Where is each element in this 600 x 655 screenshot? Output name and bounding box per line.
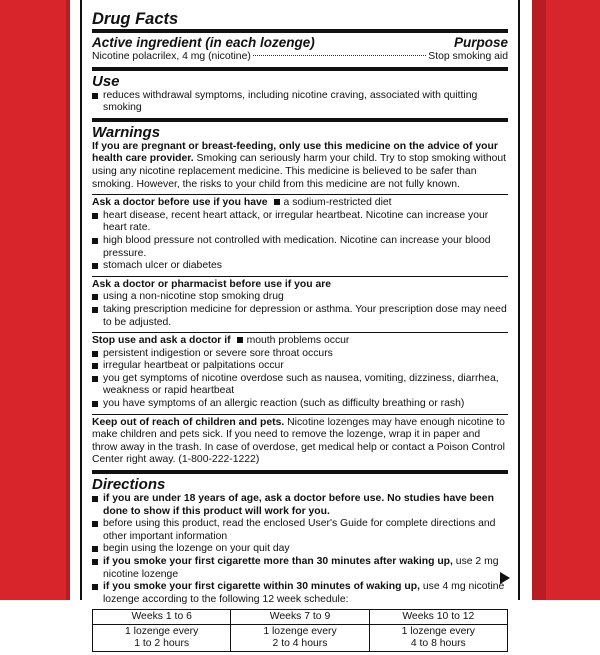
list-item-text: heart disease, recent heart attack, or irregular heartbeat. Nicotine can increase your heart rate. [103,209,489,234]
list-item-text: using a non-nicotine stop smoking drug [103,291,284,303]
bullet-icon [92,559,98,565]
list-item [92,360,508,373]
table-cell [231,625,369,652]
list-item-text: persistent indigestion or severe sore throat occurs [103,347,333,359]
use-heading: Use [92,72,120,90]
list-item [92,493,508,518]
list-item [92,518,508,543]
ingredient-row [92,51,508,64]
table-row [93,625,508,652]
carton-red-right [532,0,600,600]
continue-arrow-icon [500,572,510,584]
pregnancy-warning-text: Smoking can seriously harm your child. Try to stop smoking without using any nicotine replacement medicine. This medicine is believed to be safer than smoking. However, the risks to your child from this medicine are not fully known. [92,153,507,190]
bullet-icon [92,363,98,369]
bullet-icon [92,401,98,407]
dot-leader [253,55,426,56]
carton-red-left [0,0,70,600]
ask-doctor-section [92,194,508,276]
list-item [92,398,508,411]
active-ingredient-section [92,29,508,67]
directions-heading: Directions [92,476,166,494]
keep-out-bold: Keep out of reach of children and pets. [92,416,285,428]
list-item [92,260,508,273]
table-cell [93,625,231,652]
list-item-text [103,556,508,581]
warnings-section [92,118,508,194]
list-item [92,543,508,556]
bullet-icon [274,199,280,205]
list-item-text: begin using the lozenge on your quit day [103,543,290,555]
bullet-icon [92,496,98,502]
cell-line: 4 to 8 hours [410,638,466,650]
bullet-icon [92,584,98,590]
directions-section [92,470,508,655]
ask-doctor-inline-item: a sodium-restricted diet [283,197,392,209]
pregnancy-warning-bold: If you are pregnant or breast-feeding, only use this medicine on the advice of your health care provider. [92,140,498,165]
stop-use-heading: Stop use and ask a doctor if [92,335,231,347]
list-item [92,291,508,304]
table-header-cell: Weeks 7 to 9 [231,610,369,625]
list-item-text: you have symptoms of an allergic reaction (such as difficulty breathing or rash) [103,398,465,410]
list-item [92,348,508,361]
bullet-icon [92,546,98,552]
keep-out-section [92,414,508,470]
more30-text: use 2 mg nicotine lozenge [103,556,499,580]
ask-doctor-heading: Ask a doctor before use if you have [92,197,268,209]
list-item-text: before using this product, read the enclosed User's Guide for complete directions and other important information [103,518,496,542]
drug-facts-title: Drug Facts [92,10,179,28]
ask-pharmacist-heading: Ask a doctor or pharmacist before use if you are [92,278,332,290]
bullet-icon [92,307,98,313]
drug-facts-panel [80,0,520,650]
stop-use-line [92,335,508,348]
ask-pharmacist-section [92,276,508,332]
list-item [92,235,508,260]
use-section [92,67,508,118]
cell-line: 1 to 2 hours [134,638,190,650]
ingredient-purpose: Stop smoking aid [428,51,508,62]
cell-line: 1 lozenge every [124,626,199,638]
carton-fold-shade [66,0,70,600]
ingredient-name: Nicotine polacrilex, 4 mg (nicotine) [92,51,251,62]
list-item [92,556,508,581]
purpose-heading: Purpose [453,35,508,50]
bullet-icon [92,294,98,300]
keep-out-text: Nicotine lozenges may have enough nicotine to make children and pets sick. If you need to remove the lozenge, wrap it in paper and throw away in the trash. In case of overdose, get medical help or contact a Poison Control Center right away. (1-800-222-1222) [92,416,505,466]
list-item-text: taking prescription medicine for depression or asthma. Your prescription dose may need to be adjusted. [103,303,507,328]
cell-line: 1 lozenge every [401,626,475,638]
bullet-icon [237,337,243,343]
table-cell [369,625,507,652]
pregnancy-warning [92,141,508,191]
keep-out-warning [92,417,508,467]
list-item-text: irregular heartbeat or palpitations occur [103,360,284,372]
list-item [92,581,508,606]
table-header-cell: Weeks 10 to 12 [369,610,507,625]
more30-bold: if you smoke your first cigarette more than 30 minutes after waking up, [103,556,453,567]
active-ingredient-heading: Active ingredient (in each lozenge) [92,35,315,50]
list-item-text [103,581,508,606]
bullet-icon [92,238,98,244]
list-item-text: you get symptoms of nicotine overdose such as nausea, vomiting, dizziness, diarrhea, weakness or rapid heartbeat [103,372,499,397]
bullet-icon [92,213,98,219]
list-item-text: if you are under 18 years of age, ask a doctor before use. No studies have been done to show if this product will work for you. [103,493,494,517]
stop-use-inline-item: mouth problems occur [246,335,350,347]
warnings-heading: Warnings [92,123,161,141]
bullet-icon [92,521,98,527]
cell-line: 1 lozenge every [263,626,337,638]
cell-line: 2 to 4 hours [272,638,328,650]
list-item [92,304,508,329]
bullet-icon [92,93,98,99]
bullet-icon [92,351,98,357]
use-item-text: reduces withdrawal symptoms, including nicotine craving, associated with quitting smoking [103,89,478,114]
stop-use-section [92,332,508,414]
within30-text: use 4 mg nicotine lozenge according to the following 12 week schedule: [103,581,505,605]
bullet-icon [92,376,98,382]
carton-fold-shade [532,0,546,600]
dosing-schedule-table [92,609,508,652]
list-item [92,210,508,235]
within30-bold: if you smoke your first cigarette within 30 minutes of waking up, [103,581,420,593]
bullet-icon [92,263,98,269]
table-header-cell: Weeks 1 to 6 [93,610,231,625]
list-item [92,373,508,398]
ask-doctor-line [92,197,508,210]
table-row [93,610,508,625]
list-item-text: high blood pressure not controlled with medication. Nicotine can increase your blood pressure. [103,234,491,259]
active-ingredient-header [92,35,508,51]
list-item-text: stomach ulcer or diabetes [103,260,222,272]
use-item [92,90,508,115]
